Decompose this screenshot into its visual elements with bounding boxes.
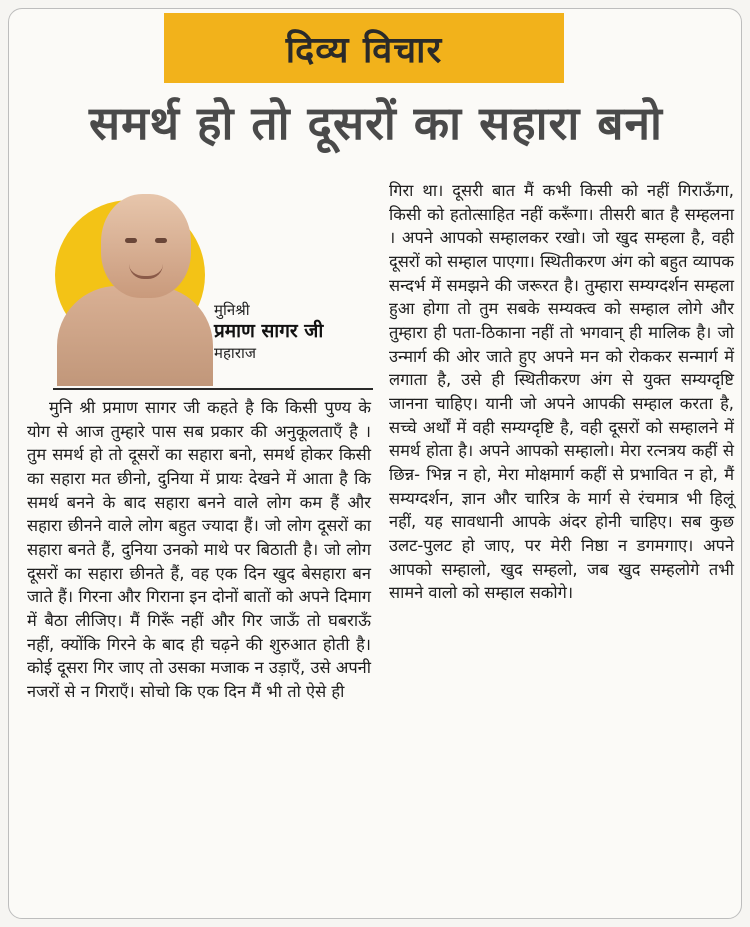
photo-head [101,194,191,298]
author-prefix: मुनिश्री [214,301,250,319]
article-column-right: गिरा था। दूसरी बात मैं कभी किसी को नहीं गिराऊँगा, किसी को हतोत्साहित नहीं करूँगा। तीसरी बात है सम्हलना । अपने आपको सम्हालकर रखो। जो खुद सम्हला है, वही दूसरों को सम्हाल पाएगा। स्थितीकरण अंग को बहुत व्यापक सन्दर्भ में समझने की जरूरत है। तुम्हारा सम्यग्दर्शन सम्हला हुआ होगा तो तुम सबके सम्यक्त्व को सम्हाल लोगे और तुम्हारा ही पता-ठिकाना नहीं तो भगवान् ही मालिक है। जो उन्मार्ग की ओर जाते हुए अपने मन को रोककर सन्मार्ग में लगाता है, उसे ही स्थितीकरण अंग से युक्त सम्यग्दृष्टि जानना चाहिए। यानी जो अपने आपकी सम्हाल करता है, सच्चे अर्थों में वही सम्यग्दृष्टि है, वही दूसरों को सम्हालने में समर्थ होता है। अपने आपको सम्हालो। मेरा रत्नत्रय कहीं से छिन्न- भिन्न न हो, मेरा मोक्षमार्ग कहीं से प्रभावित न हो, मैं सम्यग्दर्शन, ज्ञान और चारित्र के मार्ग से रंचमात्र भी हिलूं नहीं, यह सावधानी आपके अंदर होनी चाहिए। सब कुछ उलट-पुलट हो जाए, पर मेरी निष्ठा न डगमगाए। अपने आपको सम्हालो, खुद सम्हलो, जब खुद सम्हलोगे तभी सामने वालो को सम्हाल सकोगे। [389,181,734,603]
section-title: दिव्य विचार [285,29,443,71]
photo-eye-left [125,238,137,243]
author-suffix: महाराज [214,343,256,362]
photo-shoulders [57,286,213,386]
author-caption [214,301,323,362]
section-banner [164,13,564,83]
photo-eye-right [155,238,167,243]
article-headline: समर्थ हो तो दूसरों का सहारा बनो [89,96,663,150]
article-column-left: मुनि श्री प्रमाण सागर जी कहते है कि किसी पुण्य के योग से आज तुम्हारे पास सब प्रकार की अनुकूलताएँ है । तुम समर्थ हो तो दूसरों का सहारा बनो, समर्थ होकर किसी का सहारा मत छीनो, दुनिया में प्रायः देखने में आता है कि समर्थ बनने के बाद सहारा बनने वाले लोग कम हैं और सहारा छीनने वाले लोग बहुत ज्यादा हैं। जो लोग दूसरों का सहारा बनते हैं, दुनिया उनको माथे पर बिठाती है। जो लोग दूसरों का सहारा छीनते हैं, वह एक दिन खुद बेसहारा बन जाते हैं। गिरना और गिराना इन दोनों बातों को अपने दिमाग में बैठा लीजिए। मैं गिरूँ नहीं और गिर जाऊँ तो घबराऊँ नहीं, क्योंकि गिरने के बाद ही चढ़ने की शुरुआत होती है। कोई दूसरा गिर जाए तो उसका मजाक न उड़ाएँ, उसे अपनी नजरों से न गिराएँ। सोचो कि एक दिन मैं भी तो ऐसे ही [27,398,371,701]
newspaper-clipping [8,8,742,919]
author-photo [53,194,213,384]
author-name: प्रमाण सागर जी [214,319,324,342]
caption-divider [53,388,373,390]
